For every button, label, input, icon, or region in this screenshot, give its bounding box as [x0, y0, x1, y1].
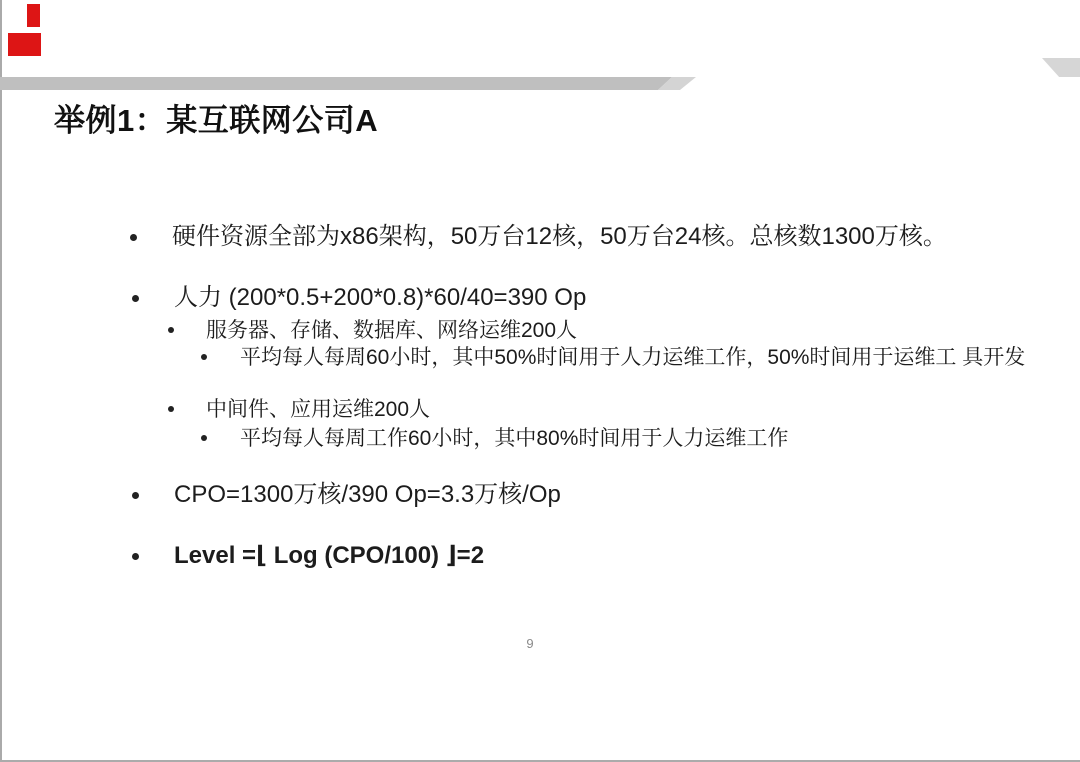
bullet-text: 硬件资源全部为x86架构，50万台12核，50万台24核。总核数1300万核。 [172, 223, 947, 250]
bullet-text: 服务器、存储、数据库、网络运维200人 [206, 319, 578, 342]
bullet-icon [201, 354, 207, 360]
decorative-stripe-corner [1042, 58, 1080, 77]
bullet-item-hardware [172, 223, 947, 251]
bullet-icon [201, 435, 207, 441]
page-number: 9 [526, 636, 534, 651]
bullet-item-middleware-ops [206, 397, 430, 422]
bullet-icon [168, 406, 174, 412]
bullet-icon [132, 492, 139, 499]
bullet-icon [132, 553, 139, 560]
bullet-item-hours-80pct [240, 424, 788, 453]
bullet-text: CPO=1300万核/390 Op=3.3万核/Op [174, 481, 561, 508]
bullet-icon [132, 295, 139, 302]
bullet-text: Level =⌊ Log (CPO/100) ⌋=2 [174, 542, 485, 569]
bullet-text: 平均每人每周工作60小时，其中80%时间用于人力运维工作 [240, 427, 789, 450]
bullet-item-cpo [174, 481, 561, 509]
decorative-stripe [0, 77, 672, 90]
red-accent-block-small [27, 4, 40, 27]
bullet-item-level-formula [174, 542, 484, 570]
slide-left-edge-line [0, 0, 2, 762]
bullet-item-hours-50pct [240, 343, 1025, 372]
bullet-item-manpower [174, 284, 586, 312]
bullet-text-line1: 平均每人每周60小时，其中50%时间用于人力运维工作，50%时间用于运维工 [240, 346, 957, 369]
bullet-icon [130, 234, 137, 241]
bullet-icon [168, 327, 174, 333]
bullet-text-line2: 具开发 [962, 346, 1026, 369]
red-accent-block-large [8, 33, 41, 56]
bullet-text: 中间件、应用运维200人 [206, 398, 431, 421]
bullet-text: 人力 (200*0.5+200*0.8)*60/40=390 Op [174, 284, 587, 311]
slide-title: 举例1：某互联网公司A [54, 103, 379, 138]
bullet-item-server-ops [206, 318, 577, 343]
